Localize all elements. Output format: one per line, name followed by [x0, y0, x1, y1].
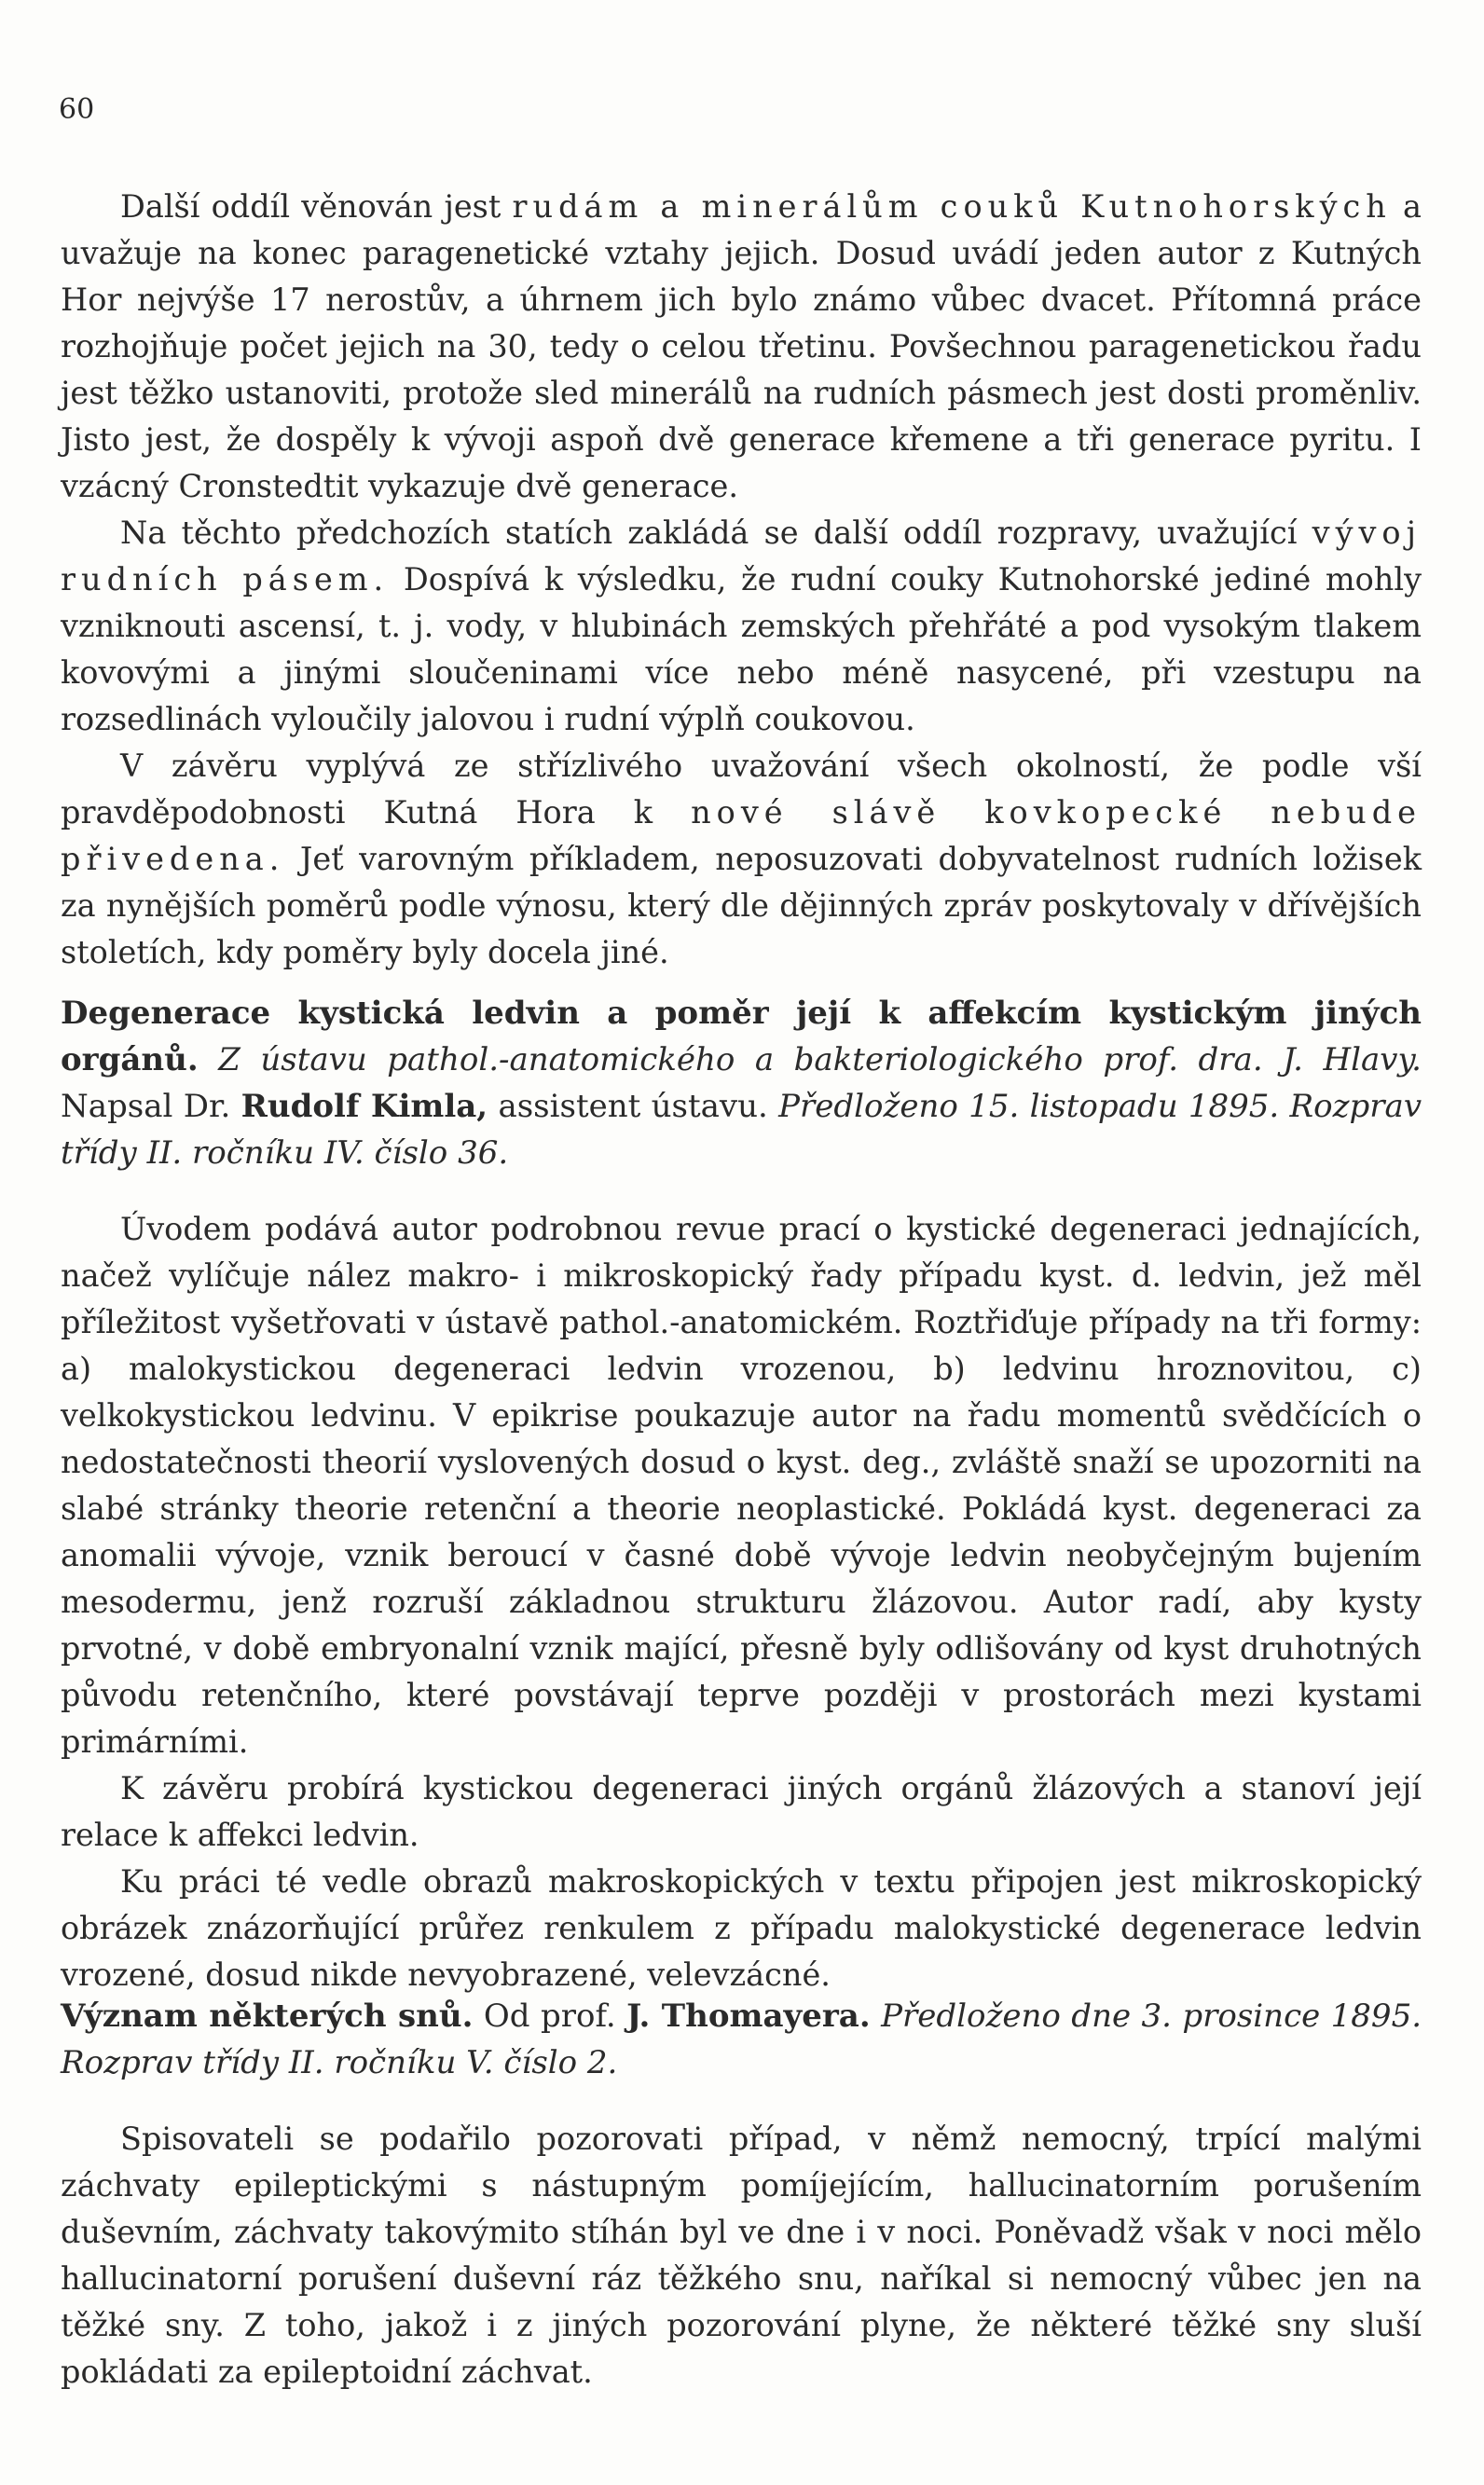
paragraph: Spisovateli se podařilo pozorovati případ, v němž nemocný, trpící malými záchvaty epileptickými s nástupným pomíjejícím, hallucinatorním porušením duševním, záchvaty takovýmito stíhán byl ve dne i v noci. Poněvadž však v noci mělo hallucinatorní porušení duševní ráz těžkého snu, naříkal si nemocný vůbec jen na těžké sny. Z toho, jakož i z jiných pozorování plyne, že některé těžké sny sluší pokládati za epileptoidní záchvat.: [61, 2121, 1422, 2390]
section-dreams: [61, 1993, 1422, 2396]
article-heading: Degenerace kystická ledvin a poměr její k affekcím kystickým jiných orgánů. Z ústavu pathol.-anatomického a bakteriologického prof. dra. J. Hlavy. Napsal Dr. Rudolf Kimla, assistent ústavu. Předloženo 15. listopadu 1895. Rozprav třídy II. ročníku IV. číslo 36.: [61, 995, 1422, 1172]
section-kidney: [61, 990, 1422, 1998]
paragraph: Na těchto předchozích statích zakládá se další oddíl rozpravy, uvažující vývoj rudních pásem. Dospívá k výsledku, že rudní couky Kutnohorské jediné mohly vzniknouti ascensí, t. j. vody, v hlubinách zemských přehřáté a pod vysokým tlakem kovovými a jinými sloučeninami více nebo méně nasycené, při vzestupu na rozsedlinách vyloučily jalovou i rudní výplň coukovou.: [61, 515, 1422, 737]
author-name: J. Thomayera.: [626, 1998, 871, 2035]
article-heading: Význam některých snů. Od prof. J. Thomayera. Předloženo dne 3. prosince 1895. Rozprav třídy II. ročníku V. číslo 2.: [61, 1998, 1422, 2081]
article-title: Význam některých snů.: [61, 1998, 474, 2035]
page-number: 60: [59, 93, 95, 126]
paragraph: Ku práci té vedle obrazů makroskopických v textu připojen jest mikroskopický obrázek znázorňující průřez renkulem z případu malokystické degenerace ledvin vrozené, dosud nikde nevyobrazené, velevzácné.: [61, 1863, 1422, 1993]
author-name: Rudolf Kimla,: [240, 1088, 488, 1125]
article-title: Degenerace kystická ledvin a poměr její k affekcím kystickým jiných orgánů.: [61, 995, 1422, 1078]
paragraph: Další oddíl věnován jest rudám a minerálům couků Kutnohorských a uvažuje na konec paragenetické vztahy jejich. Dosud uvádí jeden autor z Kutných Hor nejvýše 17 nerostův, a úhrnem jich bylo známo vůbec dvacet. Přítomná práce rozhojňuje počet jejich na 30, tedy o celou třetinu. Povšechnou paragenetickou řadu jest těžko ustanoviti, protože sled minerálů na rudních pásmech jest dosti proměnliv. Jisto jest, že dospěly k vývoji aspoň dvě generace křemene a tři generace pyritu. I vzácný Cronstedtit vykazuje dvě generace.: [61, 188, 1422, 504]
paragraph: K závěru probírá kystickou degeneraci jiných orgánů žlázových a stanoví její relace k affekci ledvin.: [61, 1770, 1422, 1853]
section-minerals: [61, 184, 1422, 976]
paragraph: Úvodem podává autor podrobnou revue prací o kystické degeneraci jednajících, načež vylíčuje nález makro- i mikroskopický řady případu kyst. d. ledvin, jež měl příležitost vyšetřovati v ústavě pathol.-anatomickém. Roztřiďuje případy na tři formy: a) malokystickou degeneraci ledvin vrozenou, b) ledvinu hroznovitou, c) velkokystickou ledvinu. V epikrise poukazuje autor na řadu momentů svědčících o nedostatečnosti theorií vyslovených dosud o kyst. deg., zvláště snaží se upozorniti na slabé stránky theorie retenční a theorie neoplastické. Pokládá kyst. degeneraci za anomalii vývoje, vznik beroucí v časné době vývoje ledvin neobyčejným bujením mesodermu, jenž rozruší základnou strukturu žlázovou. Autor radí, aby kysty prvotné, v době embryonalní vznik mající, přesně byly odlišovány od kyst druhotných původu retenčního, které povstávají teprve později v prostorách mezi kystami primárními.: [61, 1211, 1422, 1760]
paragraph: V závěru vyplývá ze střízlivého uvažování všech okolností, že podle vší pravděpodobnosti Kutná Hora k nové slávě kovkopecké nebude přivedena. Jeť varovným příkladem, neposuzovati dobyvatelnost rudních ložisek za nynějších poměrů podle výnosu, který dle dějinných zpráv poskytovaly v dřívějších stoletích, kdy poměry byly docela jiné.: [61, 748, 1422, 970]
